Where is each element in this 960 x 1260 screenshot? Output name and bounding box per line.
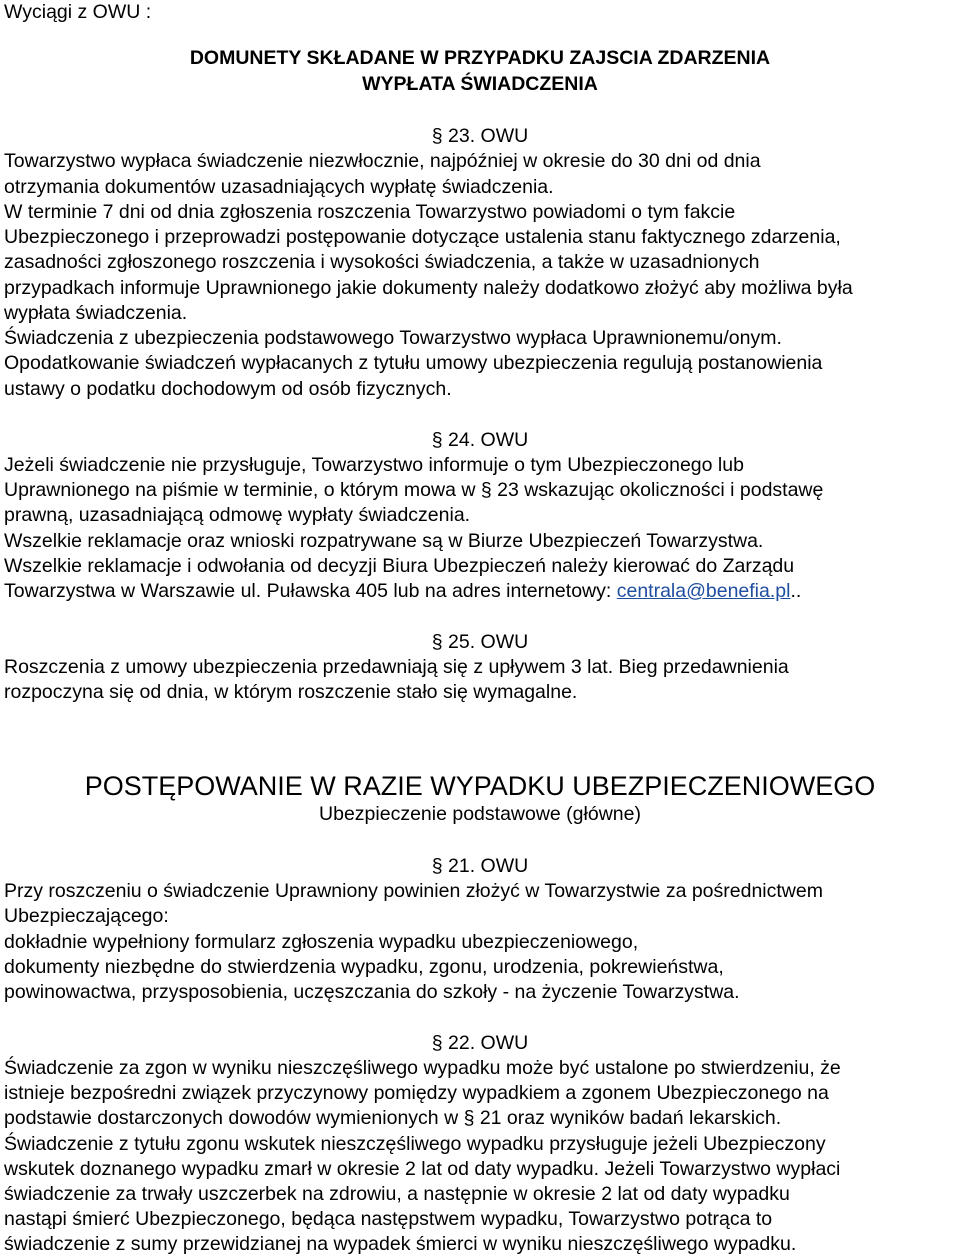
s21-line-1: Przy roszczeniu o świadczenie Uprawniony powinien złożyć w Towarzystwie za pośrednictwem xyxy=(4,880,823,902)
s24-p1-line-2: Uprawnionego na piśmie w terminie, o którym mowa w § 23 wskazując okoliczności i podstawę xyxy=(4,479,824,501)
s25-p1-line-1: Roszczenia z umowy ubezpieczenia przedawniają się z upływem 3 lat. Bieg przedawnienia xyxy=(4,656,789,678)
s24-p2: Wszelkie reklamacje oraz wnioski rozpatrywane są w Biurze Ubezpieczeń Towarzystwa. xyxy=(4,530,764,552)
s24-p3-line-2-end: .. xyxy=(790,580,802,602)
s22-line-5: wskutek doznanego wypadku zmarł w okresie 2 lat od daty wypadku. Jeżeli Towarzystwo wypłaci xyxy=(4,1158,841,1180)
s21-line-3: dokładnie wypełniony formularz zgłoszenia wypadku ubezpieczeniowego, xyxy=(4,931,639,953)
section-title: POSTĘPOWANIE W RAZIE WYPADKU UBEZPIECZENIOWEGO xyxy=(84,771,876,801)
s22-line-2: istnieje bezpośredni związek przyczynowy pomiędzy wypadkiem a zgonem Ubezpieczonego na xyxy=(4,1082,829,1104)
section-ref-24: § 24. OWU xyxy=(431,429,529,451)
s23-p2-line-3: zasadności zgłoszonego roszczenia i wysokości świadczenia, a także w uzasadnionych xyxy=(4,251,760,273)
s23-p3: Świadczenia z ubezpieczenia podstawowego Towarzystwo wypłaca Uprawnionemu/onym. xyxy=(4,327,782,349)
s23-p1-line-1: Towarzystwo wypłaca świadczenie niezwłocznie, najpóźniej w okresie do 30 dni od dnia xyxy=(4,150,761,172)
s24-p3-line-2 xyxy=(4,579,801,603)
section-ref-22: § 22. OWU xyxy=(431,1032,529,1054)
section-subtitle: Ubezpieczenie podstawowe (główne) xyxy=(319,803,641,825)
s22-line-8: świadczenie z sumy przewidzianej na wypadek śmierci w wyniku nieszczęśliwego wypadku. xyxy=(4,1233,797,1255)
section-ref-25: § 25. OWU xyxy=(431,631,529,653)
doc-title-line-1: DOMUNETY SKŁADANE W PRZYPADKU ZAJSCIA ZDARZENIA xyxy=(189,47,771,69)
s21-line-4: dokumenty niezbędne do stwierdzenia wypadku, zgonu, urodzenia, pokrewieństwa, xyxy=(4,956,724,978)
section-ref-21: § 21. OWU xyxy=(431,855,529,877)
s22-line-4: Świadczenie z tytułu zgonu wskutek nieszczęśliwego wypadku przysługuje jeżeli Ubezpieczony xyxy=(4,1133,826,1155)
s24-p3-line-2-text: Towarzystwa w Warszawie ul. Puławska 405 lub na adres internetowy: xyxy=(4,580,617,602)
s23-p2-line-5: wypłata świadczenia. xyxy=(4,302,188,324)
s22-line-1: Świadczenie za zgon w wyniku nieszczęśliwego wypadku może być ustalone po stwierdzeniu, że xyxy=(4,1057,841,1079)
s23-p2-line-2: Ubezpieczonego i przeprowadzi postępowanie dotyczące ustalenia stanu faktycznego zdarzenia, xyxy=(4,226,841,248)
s24-p1-line-1: Jeżeli świadczenie nie przysługuje, Towarzystwo informuje o tym Ubezpieczonego lub xyxy=(4,454,744,476)
s21-line-5: powinowactwa, przysposobienia, uczęszczania do szkoły - na życzenie Towarzystwa. xyxy=(4,981,740,1003)
s22-line-7: nastąpi śmierć Ubezpieczonego, będąca następstwem wypadku, Towarzystwo potrąca to xyxy=(4,1208,773,1230)
s23-p4-line-2: ustawy o podatku dochodowym od osób fizycznych. xyxy=(4,378,452,400)
email-link[interactable]: centrala@benefia.pl xyxy=(616,580,791,602)
s24-p1-line-3: prawną, uzasadniającą odmowę wypłaty świadczenia. xyxy=(4,504,471,526)
section-ref-23: § 23. OWU xyxy=(431,125,529,147)
s22-line-3: podstawie dostarczonych dowodów wymienionych w § 21 oraz wyników badań lekarskich. xyxy=(4,1107,782,1129)
s21-line-2: Ubezpieczającego: xyxy=(4,905,169,927)
s24-p3-line-1: Wszelkie reklamacje i odwołania od decyzji Biura Ubezpieczeń należy kierować do Zarządu xyxy=(4,555,795,577)
s23-p2-line-1: W terminie 7 dni od dnia zgłoszenia roszczenia Towarzystwo powiadomi o tym fakcie xyxy=(4,201,736,223)
doc-heading: Wyciągi z OWU : xyxy=(4,1,152,23)
s23-p4-line-1: Opodatkowanie świadczeń wypłacanych z tytułu umowy ubezpieczenia regulują postanowienia xyxy=(4,352,823,374)
s23-p1-line-2: otrzymania dokumentów uzasadniających wypłatę świadczenia. xyxy=(4,176,554,198)
s22-line-6: świadczenie za trwały uszczerbek na zdrowiu, a następnie w okresie 2 lat od daty wypadku xyxy=(4,1183,790,1205)
s23-p2-line-4: przypadkach informuje Uprawnionego jakie dokumenty należy dodatkowo złożyć aby możliwa była xyxy=(4,277,853,299)
doc-title-line-2: WYPŁATA ŚWIADCZENIA xyxy=(362,73,598,95)
s25-p1-line-2: rozpoczyna się od dnia, w którym roszczenie stało się wymagalne. xyxy=(4,681,578,703)
